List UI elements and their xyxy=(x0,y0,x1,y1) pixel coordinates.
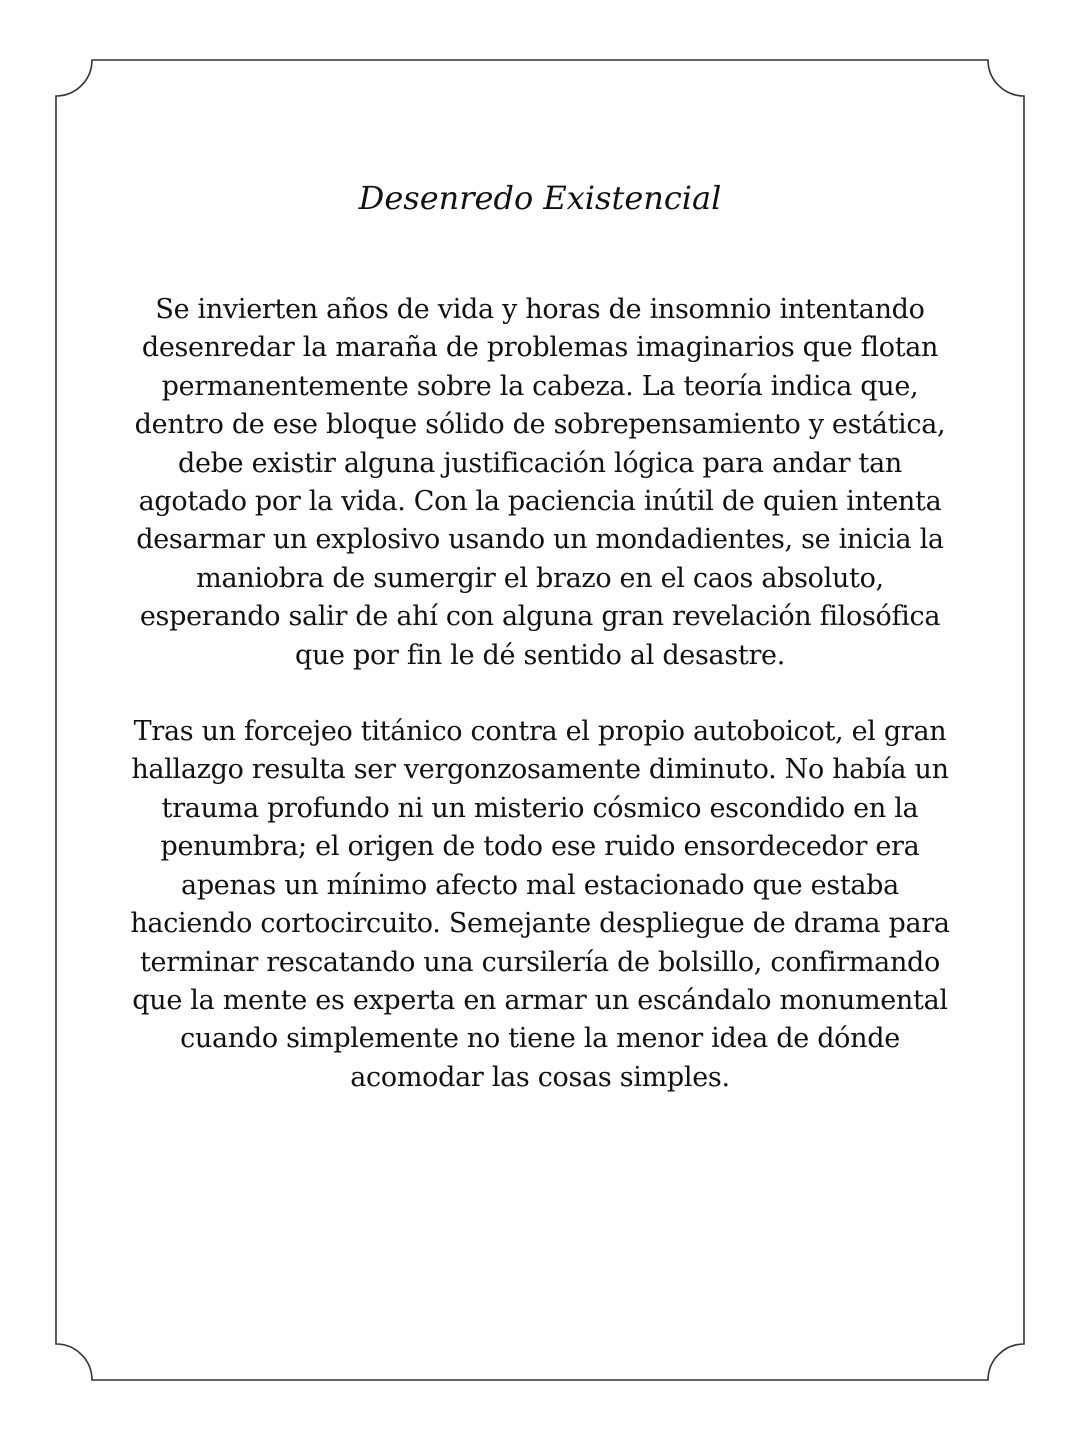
document-title: Desenredo Existencial xyxy=(358,179,722,217)
document-body xyxy=(130,176,950,1135)
paragraph-1: Se invierten años de vida y horas de insomnio intentando desenredar la maraña de problemas imaginarios que flotan permanentemente sobre la cabeza. La teoría indica que, dentro de ese bloque sólido de sobrepensamiento y estática, debe existir alguna justificación lógica para andar tan agotado por la vida. Con la paciencia inútil de quien intenta desarmar un explosivo usando un mondadientes, se inicia la maniobra de sumergir el brazo en el caos absoluto, esperando salir de ahí con alguna gran revelación filosófica que por fin le dé sentido al desastre. xyxy=(134,294,946,671)
paragraph-2: Tras un forcejeo titánico contra el propio autoboicot, el gran hallazgo resulta ser vergonzosamente diminuto. No había un trauma profundo ni un misterio cósmico escondido en la penumbra; el origen de todo ese ruido ensordecedor era apenas un mínimo afecto mal estacionado que estaba haciendo cortocircuito. Semejante despliegue de drama para terminar rescatando una cursilería de bolsillo, confirmando que la mente es experta en armar un escándalo monumental cuando simplemente no tiene la menor idea de dónde acomodar las cosas simples. xyxy=(130,716,950,1093)
